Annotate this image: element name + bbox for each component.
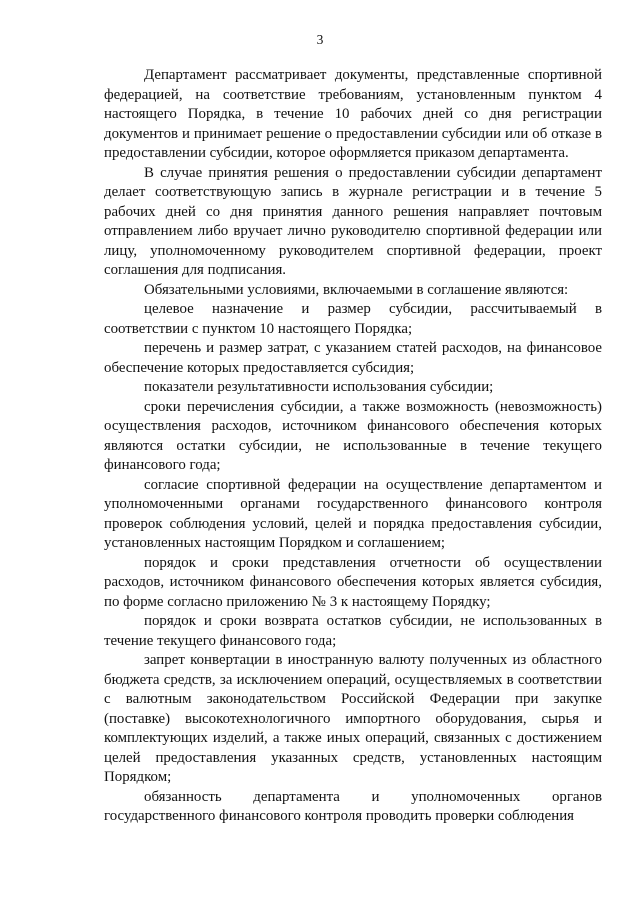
condition-audit-obligation: обязанность департамента и уполномоченных органов государственного финансового контроля проводить проверки соблюдения (104, 788, 602, 824)
paragraph-review-documents: Департамент рассматривает документы, представленные спортивной федерацией, на соответствие требованиям, установленным пунктом 4 настоящего Порядка, в течение 10 рабочих дней со дня регистрации документов и принимает решение о предоставлении субсидии или об отказе в предоставлении субсидии, которое оформляется приказом департамента. (104, 67, 602, 161)
condition-currency-ban: запрет конвертации в иностранную валюту полученных из областного бюджета средств, за исключением операций, осуществляемых в соответствии с валютным законодательством Российской Федерации при закупке (поставке) высокотехнологичного импортного оборудования, сырья и комплектующих изделий, а также иных операций, связанных с достижением целей предоставления указанных средств, установленных настоящим Порядком; (104, 652, 602, 785)
condition-return-balances: порядок и сроки возврата остатков субсидии, не использованных в течение текущего финансового года; (104, 613, 602, 649)
page-number: 3 (316, 32, 324, 47)
document-body (104, 66, 602, 827)
condition-audit-consent: согласие спортивной федерации на осуществление департаментом и уполномоченными органами государственного финансового контроля проверок соблюдения условий, целей и порядка предоставления субсидии, установленных настоящим Порядком и соглашением; (104, 476, 602, 551)
condition-purpose-amount: целевое назначение и размер субсидии, рассчитываемый в соответствии с пунктом 10 настоящего Порядка; (104, 301, 602, 337)
condition-reporting: порядок и сроки представления отчетности об осуществлении расходов, источником финансового обеспечения которых является субсидия, по форме согласно приложению № 3 к настоящему Порядку; (104, 554, 602, 610)
condition-performance-indicators: показатели результативности использования субсидии; (144, 379, 494, 395)
paragraph-mandatory-conditions: Обязательными условиями, включаемыми в соглашение являются: (144, 281, 569, 298)
condition-transfer-terms: сроки перечисления субсидии, а также возможность (невозможность) осуществления расходов, источником финансового обеспечения которых являются остатки субсидии, не использованные в течение текущего финансового года; (104, 398, 602, 473)
condition-cost-list: перечень и размер затрат, с указанием статей расходов, на финансовое обеспечение которых предоставляется субсидия; (104, 340, 602, 376)
paragraph-decision-record: В случае принятия решения о предоставлении субсидии департамент делает соответствующую запись в журнале регистрации и в течение 5 рабочих дней со дня принятия данного решения направляет почтовым отправлением либо вручает лично руководителю спортивной федерации или лицу, уполномоченному руководителем спортивной федерации, проект соглашения для подписания. (104, 164, 602, 278)
